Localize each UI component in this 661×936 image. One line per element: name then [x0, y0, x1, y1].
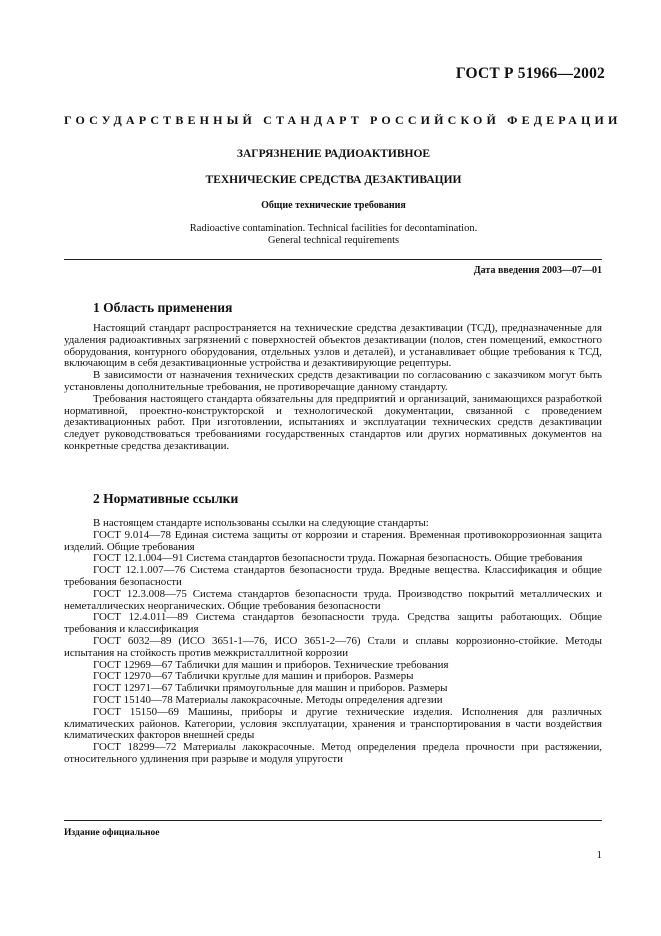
reference-item: ГОСТ 12.1.007—76 Система стандартов безопасности труда. Вредные вещества. Классификация и общие требования безопасности	[64, 564, 602, 588]
section-2-body	[64, 518, 602, 766]
section-1-heading: 1 Область применения	[93, 300, 233, 315]
reference-item: ГОСТ 12.1.004—91 Система стандартов безопасности труда. Пожарная безопасность. Общие требования	[93, 552, 583, 565]
section-1-paragraph: Требования настоящего стандарта обязательны для предприятий и организаций, занимающихся разработкой нормативной, проектно-конструкторской и технологической документации, связанной с проведением дезактивационных работ. При изготовлении, испытаниях и эксплуатации технических средств дезактивации следует руководствоваться требованиями государственных стандартов или других нормативных документов на конкретные средства дезактивации.	[64, 392, 602, 452]
reference-item: ГОСТ 12971—67 Таблички прямоугольные для машин и приборов. Размеры	[93, 682, 448, 695]
title-ru-subtitle: Общие технические требования	[261, 200, 406, 211]
standard-code: ГОСТ Р 51966—2002	[455, 65, 605, 82]
reference-item: ГОСТ 12970—67 Таблички круглые для машин и приборов. Размеры	[93, 670, 414, 683]
section-1-paragraph: Настоящий стандарт распространяется на технические средства дезактивации (ТСД), предназначенные для удаления радиоактивных загрязнений с поверхностей объектов дезактивации (полов, стен помещений, емкостного оборудования, контурного оборудования, отдельных узлов и деталей), и устанавливает общие требования к ТСД, включающим в себя дезактивационные устройства и дезактивирующие рецептуры.	[64, 322, 602, 370]
section-1-paragraph: В зависимости от назначения технических средств дезактивации по согласованию с заказчиком могут быть установлены дополнительные требования, не противоречащие данному стандарту.	[64, 369, 602, 393]
section-1-body	[64, 323, 602, 453]
title-en-line2: General technical requirements	[267, 235, 400, 246]
reference-item: ГОСТ 9.014—78 Единая система защиты от коррозии и старения. Временная противокоррозионная защита изделий. Общие требования	[64, 528, 602, 553]
reference-item: ГОСТ 12.4.011—89 Система стандартов безопасности труда. Средства защиты работающих. Общие требования и классификация	[64, 611, 602, 636]
reference-item: ГОСТ 18299—72 Материалы лакокрасочные. Метод определения предела прочности при растяжении, относительного удлинения при разрыве и модуля упругости	[64, 741, 602, 765]
page-number: 1	[596, 849, 602, 861]
section-2-heading: 2 Нормативные ссылки	[93, 491, 239, 506]
footer-divider	[64, 820, 602, 821]
title-en-line1: Radioactive contamination. Technical facilities for decontamination.	[189, 223, 478, 234]
reference-item: ГОСТ 6032—89 (ИСО 3651-1—76, ИСО 3651-2—76) Стали и сплавы коррозионно-стойкие. Методы испытания на стойкость против межкристаллитной коррозии	[64, 634, 602, 659]
state-standard-title: ГОСУДАРСТВЕННЫЙ СТАНДАРТ РОССИЙСКОЙ ФЕДЕРАЦИИ	[64, 113, 622, 127]
introduction-date: Дата введения 2003—07—01	[473, 265, 602, 276]
reference-item: ГОСТ 12.3.008—75 Система стандартов безопасности труда. Производство покрытий металлических и неметаллических неорганических. Общие требования безопасности	[64, 587, 602, 612]
title-ru-line2: ТЕХНИЧЕСКИЕ СРЕДСТВА ДЕЗАКТИВАЦИИ	[205, 174, 462, 186]
section-2-intro: В настоящем стандарте использованы ссылки на следующие стандарты:	[93, 517, 429, 529]
title-ru-line1: ЗАГРЯЗНЕНИЕ РАДИОАКТИВНОЕ	[236, 148, 431, 160]
reference-item: ГОСТ 15140—78 Материалы лакокрасочные. Методы определения адгезии	[93, 693, 443, 706]
header-divider	[64, 259, 602, 260]
title-english	[64, 223, 603, 247]
reference-item: ГОСТ 15150—69 Машины, приборы и другие технические изделия. Исполнения для различных климатических районов. Категории, условия эксплуатации, хранения и транспортирования в части воздействия климатических факторов внешней среды	[64, 705, 602, 742]
reference-item: ГОСТ 12969—67 Таблички для машин и приборов. Технические требования	[93, 658, 449, 671]
edition-label: Издание официальное	[64, 828, 160, 838]
